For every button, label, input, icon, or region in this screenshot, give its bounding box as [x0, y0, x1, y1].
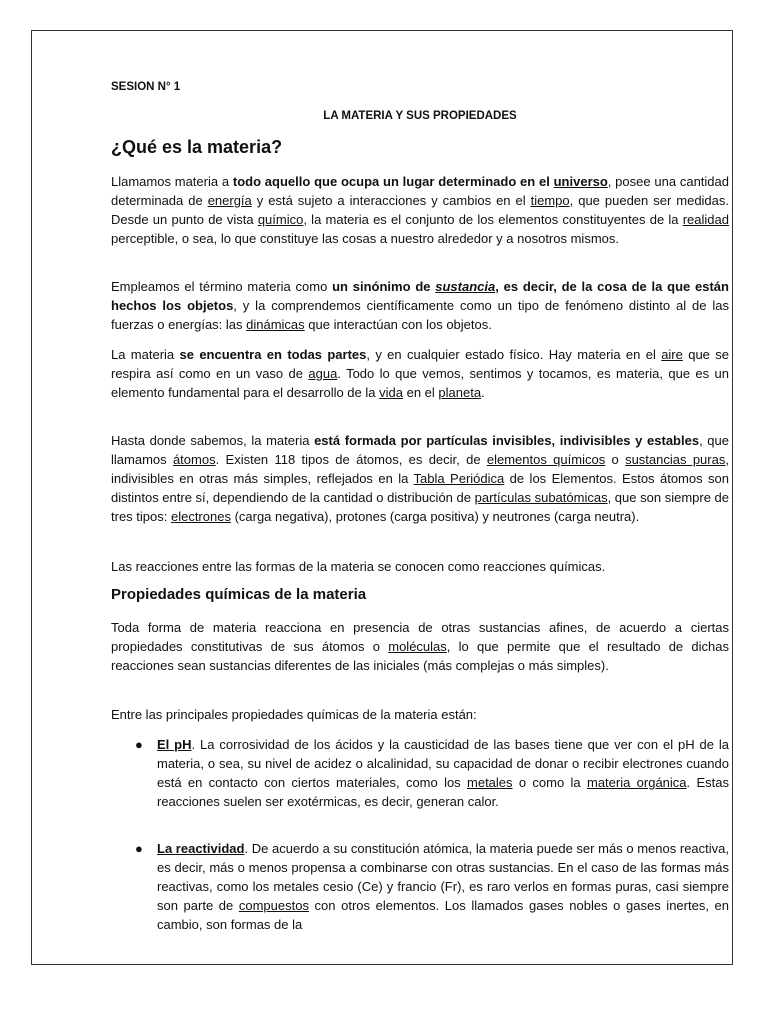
paragraph-3: La materia se encuentra en todas partes, y en cualquier estado físico. Hay materia en el aire que se respira así como en un vaso de agua. Todo lo que vemos, sentimos y tocamos, es materia, que es un elemento fundamental para el desarrollo de la vida en el planeta. — [111, 347, 729, 400]
paragraph-4: Hasta donde sabemos, la materia está formada por partículas invisibles, indivisibles y estables, que llamamos átomos. Existen 118 tipos de átomos, es decir, de elementos químicos o sustancias puras, indivisibles en otras más simples, reflejados en la Tabla Periódica de los Elementos. Estos átomos son distintos entre sí, dependiendo de la cantidad o distribución de partículas subatómicas, que son siempre de tres tipos: electrones (carga negativa), protones (carga positiva) y neutrones (carga neutra). — [111, 433, 730, 524]
document-title: LA MATERIA Y SUS PROPIEDADES — [323, 110, 517, 122]
bullet-icon: ● — [135, 841, 143, 856]
paragraph-5: Las reacciones entre las formas de la materia se conocen como reacciones químicas. — [111, 559, 606, 574]
paragraph-1: Llamamos materia a todo aquello que ocupa un lugar determinado en el universo, posee una cantidad determinada de energía y está sujeto a interacciones y cambios en el tiempo, que pueden ser medidas. Desde un punto de vista químico, la materia es el conjunto de los elementos constituyentes de la realidad perceptible, o sea, lo que constituye las cosas a nuestro alrededor y a nosotros mismos. — [111, 174, 730, 246]
list-item-reactivity: La reactividad. De acuerdo a su constitución atómica, la materia puede ser más o menos reactiva, es decir, más o menos propensa a combinarse con otras sustancias. En el caso de las formas más reactivas, como los metales cesio (Ce) y francio (Fr), es raro verlos en formas puras, casi siempre son parte de compuestos con otros elementos. Los llamados gases nobles o gases inertes, en cambio, son formas de la — [157, 841, 729, 932]
page-frame — [31, 30, 733, 965]
session-label: SESION N° 1 — [111, 81, 181, 93]
heading-chemical-properties: Propiedades químicas de la materia — [111, 586, 367, 603]
paragraph-7: Entre las principales propiedades químicas de la materia están: — [111, 707, 477, 722]
heading-what-is-matter: ¿Qué es la materia? — [111, 137, 283, 157]
bullet-icon: ● — [135, 737, 143, 752]
paragraph-2: Empleamos el término materia como un sinónimo de sustancia, es decir, de la cosa de la que están hechos los objetos, y la comprendemos científicamente como un tipo de fenómeno distinto al de las fuerzas o energías: las dinámicas que interactúan con los objetos. — [111, 279, 729, 332]
list-item-ph: El pH. La corrosividad de los ácidos y la causticidad de las bases tiene que ver con el pH de la materia, o sea, su nivel de acidez o alcalinidad, su capacidad de donar o recibir electrones cuando está en contacto con ciertos materiales, como los metales o como la materia orgánica. Estas reacciones suelen ser exotérmicas, es decir, generan calor. — [157, 737, 729, 809]
paragraph-6: Toda forma de materia reacciona en presencia de otras sustancias afines, de acuerdo a ciertas propiedades constitutivas de sus átomos o moléculas, lo que permite que el resultado de dichas reacciones sean sustancias diferentes de las iniciales (más complejas o más simples). — [111, 620, 730, 673]
